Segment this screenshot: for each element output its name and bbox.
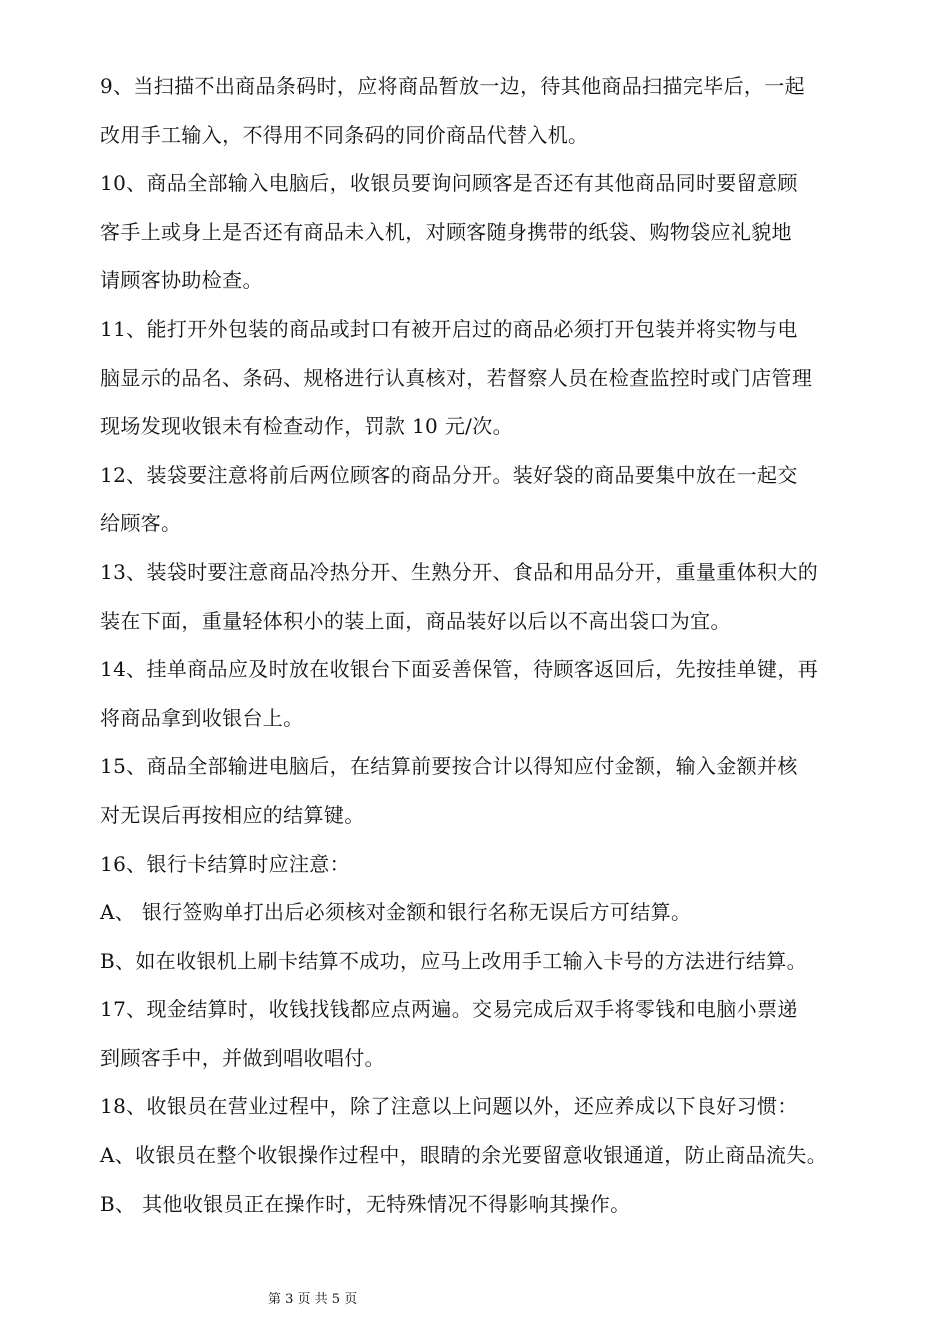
paragraph-line: 现场发现收银未有检查动作，罚款 10 元/次。	[100, 414, 513, 439]
paragraph-line: 15、商品全部输进电脑后，在结算前要按合计以得知应付金额，输入金额并核	[100, 754, 798, 779]
paragraph-line: 13、装袋时要注意商品冷热分开、生熟分开、食品和用品分开，重量重体积大的	[100, 559, 819, 584]
paragraph-line: 将商品拿到收银台上。	[100, 705, 304, 730]
paragraph-line: 14、挂单商品应及时放在收银台下面妥善保管，待顾客返回后，先按挂单键，再	[100, 657, 819, 682]
page-number: 第 3 页 共 5 页	[268, 1292, 358, 1307]
paragraph-line: 18、收银员在营业过程中，除了注意以上问题以外，还应养成以下良好习惯：	[100, 1094, 798, 1119]
paragraph-line: 脑显示的品名、条码、规格进行认真核对，若督察人员在检查监控时或门店管理	[100, 365, 813, 390]
paragraph-line: 对无误后再按相应的结算键。	[100, 802, 365, 827]
paragraph-line: 客手上或身上是否还有商品未入机，对顾客随身携带的纸袋、购物袋应礼貌地	[100, 219, 792, 244]
paragraph-line: A、 银行签购单打出后必须核对金额和银行名称无误后方可结算。	[100, 900, 692, 925]
paragraph-line: 11、能打开外包装的商品或封口有被开启过的商品必须打开包装并将实物与电	[100, 316, 798, 341]
paragraph-line: 9、当扫描不出商品条码时，应将商品暂放一边，待其他商品扫描完毕后，一起	[100, 74, 805, 98]
paragraph-line: 17、现金结算时，收钱找钱都应点两遍。交易完成后双手将零钱和电脑小票递	[100, 997, 798, 1022]
paragraph-line: 16、银行卡结算时应注意：	[100, 851, 350, 876]
paragraph-line: 给顾客。	[100, 511, 182, 536]
paragraph-line: A、收银员在整个收银操作过程中，眼睛的余光要留意收银通道，防止商品流失。	[100, 1143, 828, 1168]
paragraph-line: 请顾客协助检查。	[100, 268, 263, 293]
document-body	[100, 62, 870, 1228]
paragraph-line: 12、装袋要注意将前后两位顾客的商品分开。装好袋的商品要集中放在一起交	[100, 462, 798, 487]
paragraph-line: B、 其他收银员正在操作时，无特殊情况不得影响其操作。	[100, 1191, 631, 1216]
paragraph-line: 装在下面，重量轻体积小的装上面，商品装好以后以不高出袋口为宜。	[100, 608, 731, 633]
paragraph-line: 10、商品全部输入电脑后，收银员要询问顾客是否还有其他商品同时要留意顾	[100, 171, 798, 196]
paragraph-line: B、如在收银机上刷卡结算不成功，应马上改用手工输入卡号的方法进行结算。	[100, 948, 807, 973]
paragraph-line: 改用手工输入，不得用不同条码的同价商品代替入机。	[100, 122, 589, 147]
paragraph-line: 到顾客手中，并做到唱收唱付。	[100, 1045, 385, 1070]
